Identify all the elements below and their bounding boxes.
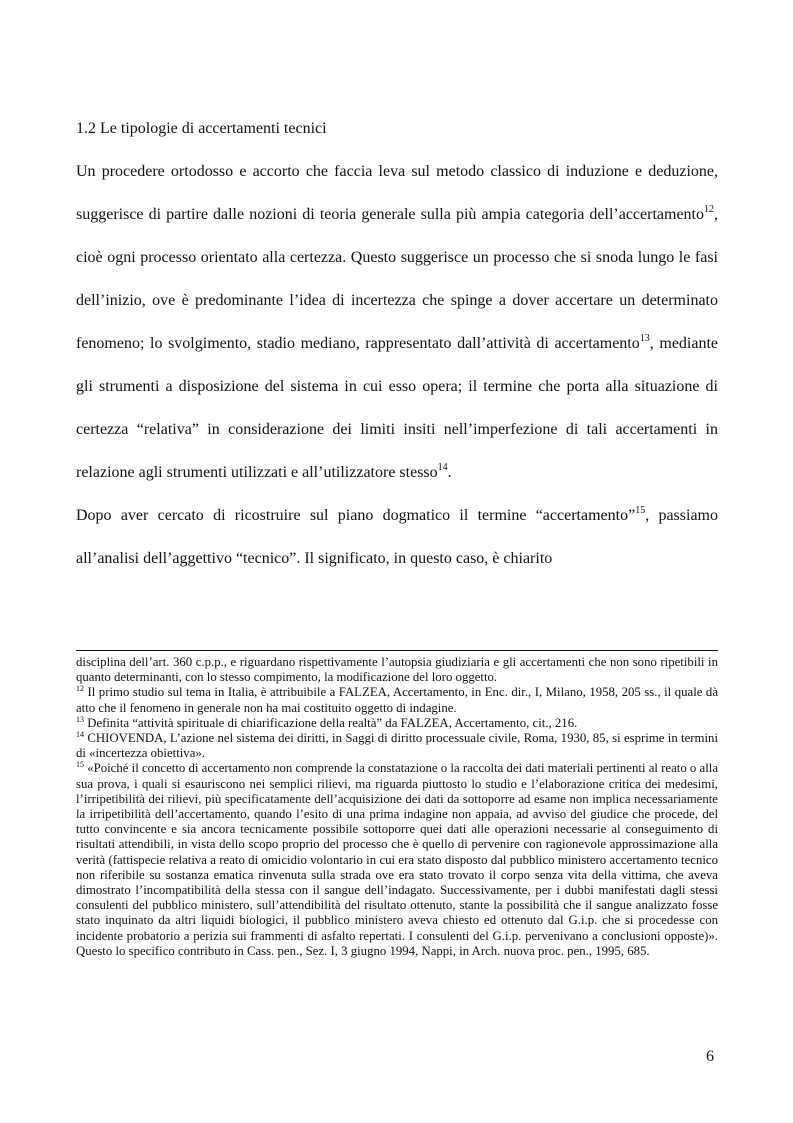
paragraph-2: Dopo aver cercato di ricostruire sul piano dogmatico il termine “accertamento”$^{15}$, passiamo all’analisi dell’aggettivo “tecnico”. Il significato, in questo caso, è chiarito — [76, 505, 719, 567]
footnote-ref-14[interactable]: 14 — [437, 462, 448, 473]
page-number: 6 — [706, 1048, 714, 1065]
footnote-continued: disciplina dell’art. 360 c.p.p., e riguardano rispettivamente l’autopsia giudiziaria e gli accertamenti che non sono ripetibili in quanto determinanti, con lo stesso compimento, la modificazione del loro oggetto. — [76, 655, 718, 685]
footnotes — [76, 655, 718, 959]
footnote-ref-15[interactable]: 15 — [635, 505, 646, 516]
footnote-separator — [76, 650, 718, 651]
footnote-15: $^{15}$ «Poiché il concetto di accertamento non comprende la constatazione o la raccolta dei dati materiali pertinenti al reato o alla sua prova, i quali si esauriscono nei semplici rilievi, ma riguarda piuttosto lo studio e l’elaborazione critica dei medesimi, l’irripetibilità dei rilievi, più specificatamente dell’acquisizione dei dati da sottoporre ad esame non implica necessariamente la irripetibilità dell’accertamento, quando l’esito di una prima indagine non appaia, ad avviso del giudice che procede, del tutto convincente e sia ancora tecnicamente possibile sottoporre quei dati alle operazioni necessarie al conseguimento di risultati attendibili, in vista dello scopo proprio del processo che è quello di pervenire con ragionevole approssimazione alla verità (fattispecie relativa a reato di omicidio volontario in cui era stato disposto dal pubblico ministero accertamento tecnico non riferibile su sostanza ematica rinvenuta sulla strada ove era stato trovato il corpo senza vita della vittima, che aveva dimostrato l’incompatibilità della stessa con il sangue dell’indagato. Successivamente, per i dubbi manifestati dagli stessi consulenti del pubblico ministero, sull’attendibilità del risultato ottenuto, stante la possibilità che il sangue analizzato fosse stato inquinato da altri liquidi biologici, il pubblico ministero aveva chiesto ed ottenuto dal G.i.p. che si procedesse con incidente probatorio a perizia sui frammenti di asfalto repertati. I consulenti del G.i.p. pervenivano a conclusioni opposte)». Questo lo specifico contributo in Cass. pen., Sez. I, 3 giugno 1994, Nappi, in Arch. nuova proc. pen., 1995, 685. — [76, 760, 718, 958]
paragraph-1: Un procedere ortodosso e accorto che faccia leva sul metodo classico di induzione e deduzione, suggerisce di partire dalle nozioni di teoria generale sulla più ampia categoria dell’accertamento$^{12}$, cioè ogni processo orientato alla certezza. Questo suggerisce un processo che si snoda lungo le fasi dell’inizio, ove è predominante l’idea di incertezza che spinge a dover accertare un determinato fenomeno; lo svolgimento, stadio mediano, rappresentato dall’attività di accertamento$^{13}$, mediante gli strumenti a disposizione del sistema in cui esso opera; il termine che porta alla situazione di certezza “relativa” in considerazione dei limiti insiti nell’imperfezione di tali accertamenti in relazione agli strumenti utilizzati e all’utilizzatore stesso$^{14}$. — [76, 163, 719, 481]
footnote-13: $^{13}$ Definita “attività spirituale di chiarificazione della realtà” da FALZEA, Accertamento, cit., 216. — [76, 714, 578, 730]
body-text — [76, 150, 718, 580]
footnote-12: $^{12}$ Il primo studio sul tema in Italia, è attribuibile a FALZEA, Accertamento, in Enc. dir., I, Milano, 1958, 205 ss., il quale dà atto che il fenomeno in generale non ha mai costituito oggetto di indagine. — [76, 684, 718, 715]
section-heading: 1.2 Le tipologie di accertamenti tecnici — [76, 120, 327, 137]
footnote-ref-12[interactable]: 12 — [704, 204, 714, 215]
footnote-14: $^{14}$ CHIOVENDA, L’azione nel sistema dei diritti, in Saggi di diritto processuale civile, Roma, 1930, 85, si esprime in termini di «incertezza obiettiva». — [76, 730, 718, 761]
footnote-ref-13[interactable]: 13 — [639, 333, 650, 344]
